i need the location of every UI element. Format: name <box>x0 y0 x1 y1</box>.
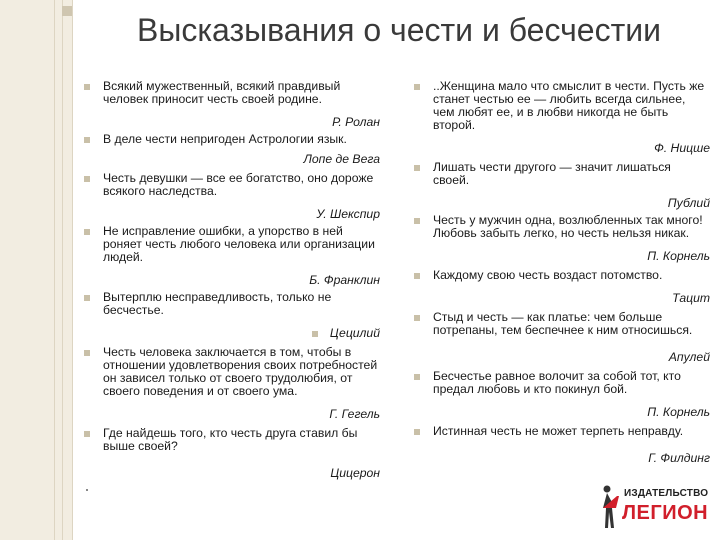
band-line <box>72 0 73 540</box>
publisher-logo <box>598 482 714 532</box>
quote-text: Бесчестье равное волочит за собой тот, кто предал любовь и кто покинул бой. <box>433 369 681 396</box>
quote-text: Стыд и честь — как платье: чем больше потрепаны, тем беспечнее к ним относишься. <box>433 310 693 337</box>
quote-item <box>414 370 710 396</box>
quote-text: Где найдешь того, кто честь друга ставил бы выше своей? <box>103 426 358 453</box>
left-quotes-column <box>84 80 380 480</box>
quote-text: Каждому свою честь воздаст потомство. <box>433 268 663 282</box>
quote-author: Р. Ролан <box>332 115 380 129</box>
quote-item <box>414 269 710 282</box>
bullet-icon <box>414 165 420 171</box>
decorative-square <box>62 6 72 16</box>
band-line <box>62 0 63 540</box>
bullet-icon <box>84 176 90 182</box>
bullet-icon <box>84 229 90 235</box>
slide-title: Высказывания о чести и бесчестии <box>137 12 661 48</box>
quote-text: Честь девушки — все ее богатство, оно дороже всякого наследства. <box>103 171 374 198</box>
quote-text: Не исправление ошибки, а упорство в ней роняет честь любого человека или организации людей. <box>103 224 375 264</box>
bullet-icon <box>84 350 90 356</box>
quote-item <box>84 133 380 146</box>
bullet-icon <box>84 84 90 90</box>
quote-item <box>84 291 380 317</box>
legionnaire-figure-icon <box>598 484 620 530</box>
right-quotes-column <box>414 80 710 465</box>
quote-text: Вытерплю несправедливость, только не бесчестье. <box>103 290 332 317</box>
quote-item <box>84 172 380 198</box>
quote-author: Цицерон <box>330 466 380 480</box>
quote-author: Б. Франклин <box>309 273 380 287</box>
quote-text: Всякий мужественный, всякий правдивый человек приносит честь своей родине. <box>103 79 341 106</box>
quote-item <box>414 311 710 337</box>
quote-author: Г. Филдинг <box>648 451 710 465</box>
band-line <box>54 0 55 540</box>
logo-main-text: ЛЕГИОН <box>622 502 709 524</box>
quote-item <box>414 214 710 240</box>
bullet-icon <box>84 431 90 437</box>
quote-item <box>84 427 380 453</box>
quote-item <box>414 80 710 132</box>
quote-author: Г. Гегель <box>329 407 380 421</box>
quote-item <box>414 161 710 187</box>
quote-item <box>84 80 380 106</box>
quote-author: Ф. Ницше <box>654 141 710 155</box>
quote-author <box>84 327 380 340</box>
quote-author: У. Шекспир <box>316 207 380 221</box>
bullet-icon <box>414 429 420 435</box>
stray-dot <box>86 489 88 491</box>
quote-author: Публий <box>667 196 710 210</box>
bullet-icon <box>414 218 420 224</box>
quote-item <box>414 425 710 438</box>
quote-text: Истинная честь не может терпеть неправду. <box>433 424 684 438</box>
quote-text: ..Женщина мало что смыслит в чести. Пусть же станет честью ее — любить всегда сильнее, чем любят ее, и в любви никогда не быть второй. <box>433 79 705 132</box>
logo-top-text: ИЗДАТЕЛЬСТВО <box>624 488 709 499</box>
bullet-icon <box>414 374 420 380</box>
bullet-icon <box>414 315 420 321</box>
bullet-icon <box>414 273 420 279</box>
bullet-icon <box>414 84 420 90</box>
bullet-icon <box>312 331 318 337</box>
quote-text: Лишать чести другого — значит лишаться своей. <box>433 160 671 187</box>
quote-text: Честь человека заключается в том, чтобы в отношении удовлетворения своих потребностей он зависел только от своего трудолюбия, от своего поведения и от своего ума. <box>103 345 378 398</box>
quote-author-name: Цецилий <box>329 326 380 340</box>
bullet-icon <box>84 295 90 301</box>
quote-author: Тацит <box>672 291 710 305</box>
quote-author: Апулей <box>668 350 710 364</box>
quote-author: П. Корнель <box>647 405 710 419</box>
quote-text: Честь у мужчин одна, возлюбленных так много! Любовь забыть легко, но честь нельзя никак. <box>433 213 703 240</box>
quote-author: П. Корнель <box>647 249 710 263</box>
quote-item <box>84 346 380 398</box>
bullet-icon <box>84 137 90 143</box>
quote-text: В деле чести непригоден Астрологии язык. <box>103 132 347 146</box>
quote-item <box>84 225 380 264</box>
quote-author: Лопе де Вега <box>303 152 380 166</box>
